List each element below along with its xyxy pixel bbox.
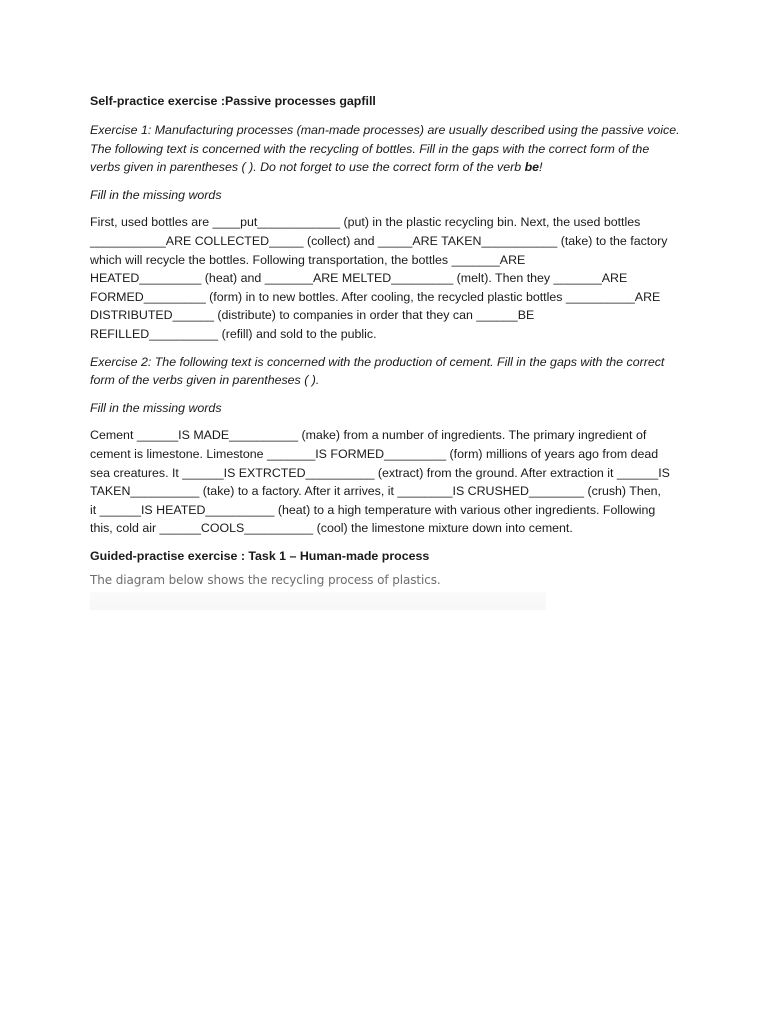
exercise1-text-line: which will recycle the bottles. Following transportation, the bottles _______ARE bbox=[90, 252, 526, 267]
exercise2-instructions-line: Exercise 2: The following text is concerned with the production of cement. Fill in the gaps with the correct bbox=[90, 354, 665, 369]
exercise1-gapfill-text bbox=[90, 213, 682, 343]
exercise1-text-line: DISTRIBUTED______ (distribute) to companies in order that they can ______BE bbox=[90, 308, 535, 323]
exercise2-fill-label: Fill in the missing words bbox=[90, 400, 222, 415]
exercise1-text-line: ___________ARE COLLECTED_____ (collect) and _____ARE TAKEN___________ (take) to the factory bbox=[90, 233, 668, 248]
document-page bbox=[90, 92, 682, 610]
exercise2-text-line: this, cold air ______COOLS__________ (cool) the limestone mixture down into cement. bbox=[90, 521, 573, 536]
exercise2-text-line: it ______IS HEATED__________ (heat) to a high temperature with various other ingredients. Following bbox=[90, 502, 656, 517]
page-title: Self-practice exercise :Passive processes gapfill bbox=[90, 94, 376, 108]
exercise1-instructions-text: verbs given in parentheses ( ). Do not forget to use the correct form of the verb bbox=[90, 160, 525, 175]
exercise2-instructions bbox=[90, 353, 682, 390]
diagram-caption: The diagram below shows the recycling process of plastics. bbox=[90, 573, 441, 588]
exercise1-text-line: FORMED_________ (form) in to new bottles. After cooling, the recycled plastic bottles __________ARE bbox=[90, 289, 661, 304]
exercise1-instructions bbox=[90, 121, 682, 177]
exercise1-instructions-line: The following text is concerned with the recycling of bottles. Fill in the gaps with the correct form of the bbox=[90, 141, 650, 156]
exercise2-gapfill-text bbox=[90, 426, 682, 538]
guided-practise-title: Guided-practise exercise : Task 1 – Human-made process bbox=[90, 548, 430, 563]
exercise1-text-line: First, used bottles are ____put____________ (put) in the plastic recycling bin. Next, the used bottles bbox=[90, 215, 641, 230]
exercise1-instructions-line: Exercise 1: Manufacturing processes (man-made processes) are usually described using the passive voice. bbox=[90, 123, 680, 137]
exercise2-text-line: sea creatures. It ______IS EXTRCTED__________ (extract) from the ground. After extraction it ______IS bbox=[90, 465, 670, 480]
exercise1-fill-label: Fill in the missing words bbox=[90, 187, 222, 202]
exercise2-text-line: TAKEN__________ (take) to a factory. After it arrives, it ________IS CRUSHED________ (crush) Then, bbox=[90, 484, 661, 499]
exercise2-text-line: cement is limestone. Limestone _______IS FORMED_________ (form) millions of years ago from dead bbox=[90, 446, 659, 461]
exercise2-instructions-line: form of the verbs given in parentheses ( ). bbox=[90, 373, 320, 388]
exercise1-verb-be: be bbox=[524, 160, 540, 175]
exercise2-text-line: Cement ______IS MADE__________ (make) from a number of ingredients. The primary ingredient of bbox=[90, 428, 647, 443]
exercise1-instructions-line bbox=[90, 158, 682, 177]
exercise1-text-line: HEATED_________ (heat) and _______ARE MELTED_________ (melt). Then they _______ARE bbox=[90, 271, 628, 286]
exercise1-instructions-end: ! bbox=[539, 160, 543, 175]
diagram-image-placeholder bbox=[90, 592, 546, 610]
exercise1-text-line: REFILLED__________ (refill) and sold to the public. bbox=[90, 326, 377, 341]
